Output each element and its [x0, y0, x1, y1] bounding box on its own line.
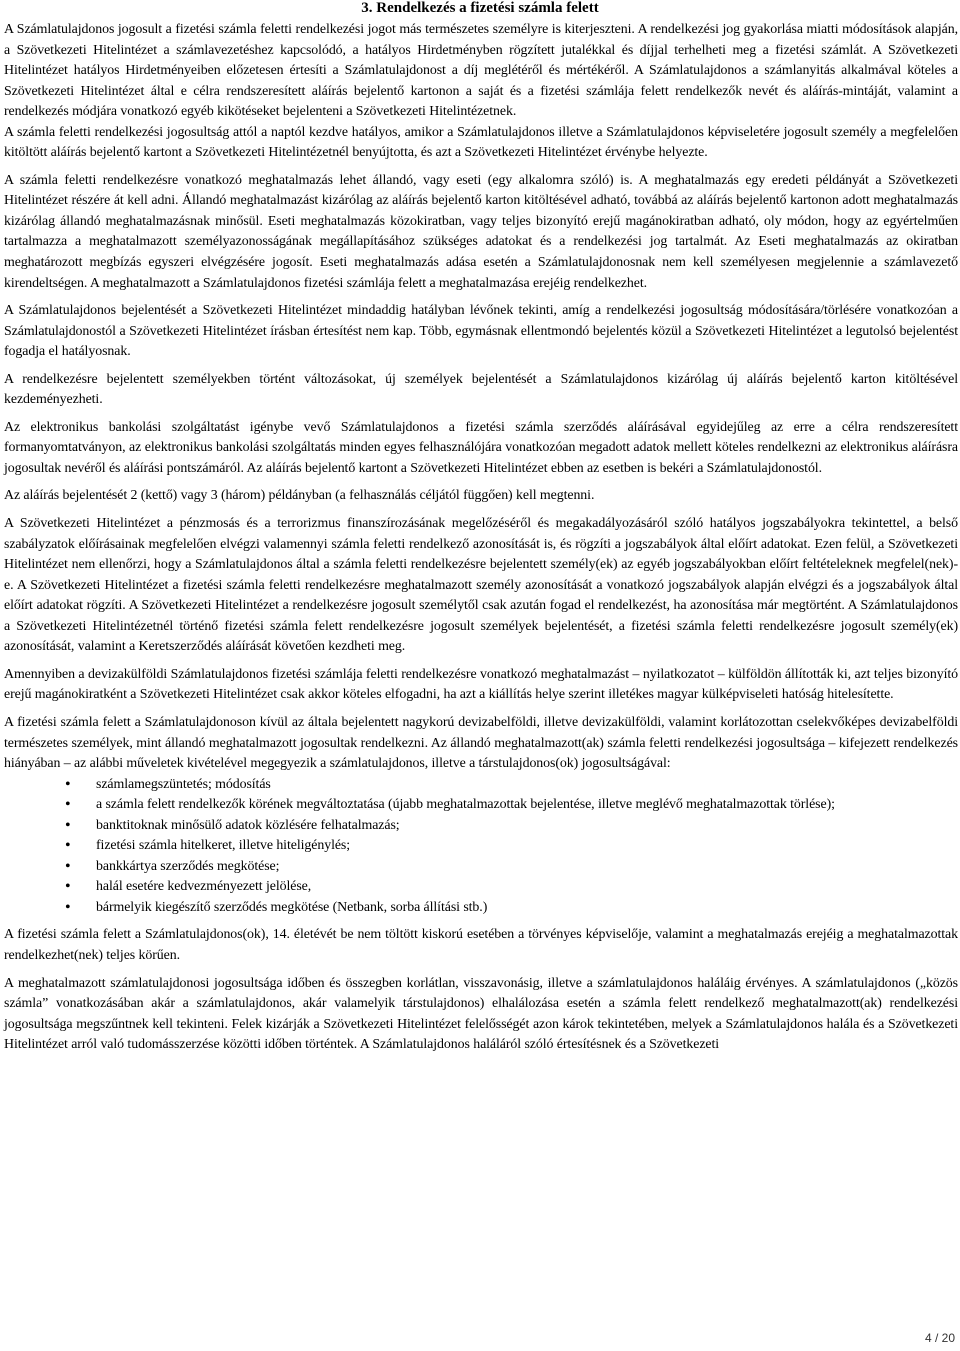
list-item: • bankkártya szerződés megkötése;: [96, 857, 958, 878]
paragraph: A fizetési számla felett a Számlatulajdonoson kívül az általa bejelentett nagykorú devizabelföldi, illetve devizakülföldi, valamint korlátozottan cselekvőképes devizabelföldi természetes személyek, mint állandó meghatalmazott jogosultak rendelkezni. Az állandó meghatalmazott(ak) számla feletti rendelkezési jogosultsága – kifejezett rendelkezés hiányában – az alábbi műveletek kivételével megegyezik a számlatulajdonos, illetve a társtulajdonos(ok) jogosultságával:: [4, 714, 958, 772]
paragraph: A fizetési számla felett a Számlatulajdonos(ok), 14. életévét be nem töltött kiskorú esetében a törvényes képviselője, valamint a meghatalmazás erejéig a meghatalmazottak rendelkezhet(nek) teljes körűen.: [4, 927, 958, 963]
paragraph: A meghatalmazott számlatulajdonosi jogosultsága időben és összegben korlátlan, visszavonásig, illetve a számlatulajdonos haláláig érvényes. A számlatulajdonos („közös számla” vonatkozásában akár a számlatulajdonos, akár valamelyik társtulajdonos) elhalálozása esetén a számla felett rendelkező meghatalmazott(ak) rendelkezési jogosultsága megszűntnek kell tekinteni. Felek kizárják a Szövetkezeti Hitelintézet felelősségét azon károk tekintetében, melyek a Számlatulajdonos halála és a Szövetkezeti Hitelintézet arról való tudomásszerzése közötti időben történtek. A Számlatulajdonos haláláról szóló értesítésnek és a Szövetkezeti: [4, 975, 958, 1053]
paragraph: A számla feletti rendelkezésre vonatkozó meghatalmazás lehet állandó, vagy eseti (egy alkalomra szóló) is. A meghatalmazás egy eredeti példányát a Szövetkezeti Hitelintézet részére át kell adni. Állandó meghatalmazást kizárólag az aláírás bejelentő karton kitöltésével adható, továbbá az aláírás bejelentő kartonon adott meghatalmazás kizárólag állandó meghatalmazásnak minősül. Eseti meghatalmazás közokiratban, vagy teljes bizonyító erejű magánokiratban adható, oly módon, hogy az egyértelműen tartalmazza a meghatalmazott személyazonosságának megállapításához szükséges adatokat és a rendelkezési jog tartalmát. Az Eseti meghatalmazás az okiratban meghatározott megbízás egyszeri elvégzésére jogosít. Eseti meghatalmazás adása esetén a Számlatulajdonosnak nem kell személyesen megjelennie a számlavezető kirendeltségen. A meghatalmazott a Számlatulajdonos fizetési számlája felett a meghatalmazása erejéig rendelkezhet.: [4, 172, 958, 291]
paragraph: A Számlatulajdonos bejelentését a Szövetkezeti Hitelintézet mindaddig hatályban lévőnek tekinti, amíg a rendelkezési jogosultság módosítására/törlésére vonatkozóan a Számlatulajdonostól a Szövetkezeti Hitelintézet írásban értesítést nem kap. Több, egymásnak ellentmondó bejelentés közül a Szövetkezeti Hitelintézet a legutolsó bejelentést fogadja el hatályosnak.: [4, 303, 958, 360]
paragraph: Amennyiben a devizakülföldi Számlatulajdonos fizetési számlája feletti rendelkezésre vonatkozó meghatalmazást – nyilatkozatot – külföldön állították ki, azt teljes bizonyító erejű magánokiratként a Szövetkezeti Hitelintézet csak akkor köteles elfogadni, ha azt a kiállítás helye szerint illetékes magyar külképviseleti hatóság hitelesítette.: [4, 666, 958, 703]
list-item: • banktitoknak minősülő adatok közlésére felhatalmazás;: [96, 816, 958, 837]
page-number: 4 / 20: [924, 1331, 955, 1345]
paragraph: A Számlatulajdonos jogosult a fizetési számla feletti rendelkezési jogot más természetes személyre is kiterjeszteni. A rendelkezési jog gyakorlása miatti módosítások alapján, a Szövetkezeti Hitelintézet a számlavezetéshez kapcsolódó, a hatályos Hirdetményben rögzített jutalékkal és díjjal terhelheti meg a fizetési számlát. A Szövetkezeti Hitelintézet hatályos Hirdetményeiben előzetesen értesíti a Számlatulajdonost a díj meglétéről és mértékéről. A Számlatulajdonos a számlanyitás alkalmával köteles a Szövetkezeti Hitelintézet által e célra rendszeresített aláírás bejelentő kartonon a saját és a fizetési számlája felett rendelkezők nevét és aláírás-mintáját, valamint a rendelkezés módjára vonatkozó egyéb kikötéseket bejelenteni a Szövetkezeti Hitelintézetnek.: [4, 22, 958, 120]
paragraph: A számla feletti rendelkezési jogosultság attól a naptól kezdve hatályos, amikor a Számlatulajdonos illetve a Számlatulajdonos képviseletére jogosult személy a megfelelően kitöltött aláírás bejelentő kartont a Szövetkezeti Hitelintézetnél benyújtotta, és azt a Szövetkezeti Hitelintézet érvénybe helyezte.: [4, 124, 958, 161]
restricted-operations-list: [4, 775, 958, 919]
paragraph: A rendelkezésre bejelentett személyekben történt változásokat, új személyek bejelentését a Számlatulajdonos kizárólag új aláírás bejelentő karton kitöltésével kezdeményezheti.: [4, 371, 958, 408]
list-item: • a számla felett rendelkezők körének megváltoztatása (újabb meghatalmazottak bejelentése, illetve meglévő meghatalmazottak törlése);: [96, 795, 958, 816]
paragraph: Az aláírás bejelentését 2 (kettő) vagy 3 (három) példányban (a felhasználás céljától függően) kell megtenni.: [4, 488, 595, 504]
list-item: • fizetési számla hitelkeret, illetve hiteligénylés;: [96, 836, 958, 857]
list-item: • bármelyik kiegészítő szerződés megkötése (Netbank, sorba állítási stb.): [96, 898, 958, 919]
list-item: • számlamegszüntetés; módosítás: [96, 775, 958, 796]
document-body: [4, 20, 958, 1063]
paragraph: A Szövetkezeti Hitelintézet a pénzmosás és a terrorizmus finanszírozásának megelőzéséről és megakadályozásáról szóló hatályos jogszabályokra tekintettel, a belső szabályzatok előírásainak megfelelően elvégzi valamennyi számla feletti rendelkező azonosítását is, és rögzíti a jogszabályok által előírt adatokat. Ezen felül, a Szövetkezeti Hitelintézet nem ellenőrzi, hogy a Számlatulajdonos által a számla feletti rendelkezésre bejelentett személy(ek) az egyéb jogszabályokban előírt feltételeknek megfelel(nek)-e. A Szövetkezeti Hitelintézet a fizetési számla feletti rendelkezésre meghatalmazott személy azonosítását a vonatkozó jogszabályok alapján elvégzi és a jogszabályok által előírt adatokat rögzíti. A Szövetkezeti Hitelintézet a rendelkezésre jogosult személytől csak azután fogad el rendelkezést, ha azonosítása már megtörtént. A Számlatulajdonos a Szövetkezeti Hitelintézetnél történő fizetési számla felett rendelkezésre jogosult személyek bejelentését, a fizetési számla feletti rendelkezésre jogosult személy(ek) azonosítását, valamint a Keretszerződés aláírását követően kezdheti meg.: [4, 516, 958, 655]
paragraph: Az elektronikus bankolási szolgáltatást igénybe vevő Számlatulajdonos a fizetési számla szerződés aláírásával egyidejűleg az erre a célra rendszeresített formanyomtatványon, az elektronikus bankolási szolgáltatás minden egyes felhasználójára vonatkozóan megadott adatok mellett köteles rendelkezni az elektronikus aláírásra jogosultak nevéről és aláírási pontszámáról. Az aláírás bejelentő kartont a Szövetkezeti Hitelintézet ebben az esetben is bekéri a Számlatulajdonostól.: [4, 419, 958, 476]
list-item: • halál esetére kedvezményezett jelölése,: [96, 877, 958, 898]
section-heading: 3. Rendelkezés a fizetési számla felett: [361, 0, 599, 16]
